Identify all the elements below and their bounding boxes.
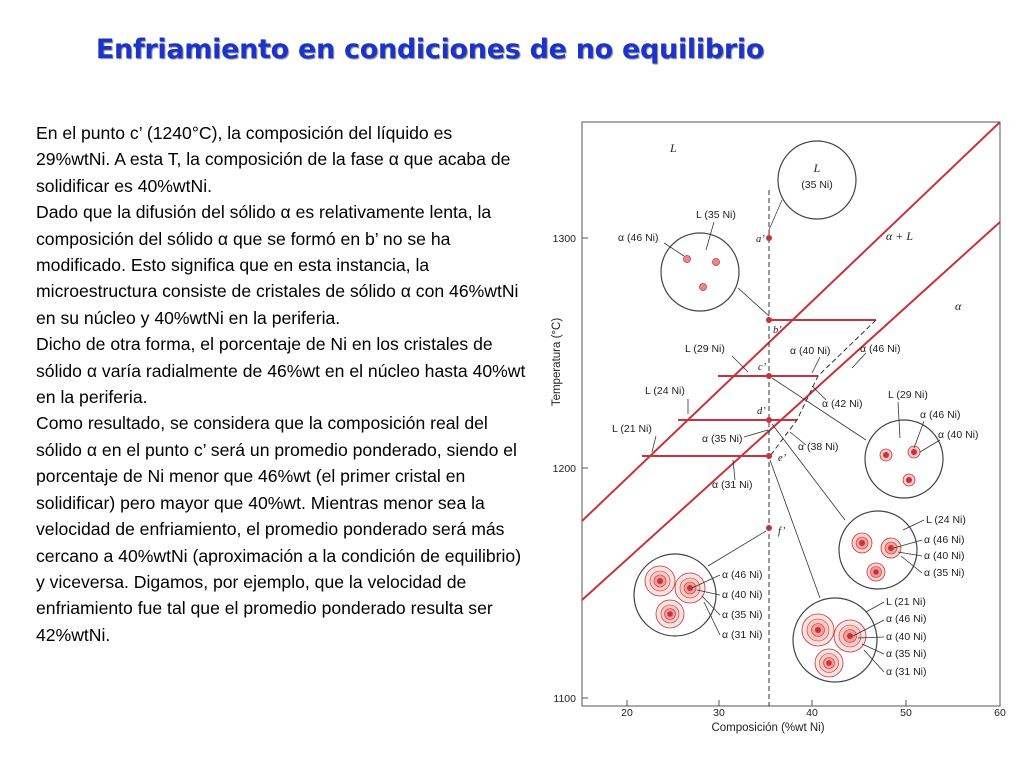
region-two-phase: α + L (886, 229, 914, 243)
label-L21-tie: L (21 Ni) (612, 423, 652, 435)
body-text (36, 120, 528, 648)
ytick-1300: 1300 (552, 233, 576, 245)
label-a31-e: α (31 Ni) (722, 629, 763, 641)
x-ticks (627, 700, 906, 706)
label-a46-c: α (46 Ni) (920, 409, 961, 421)
phase-diagram (540, 110, 1020, 740)
label-L24-tie: L (24 Ni) (645, 385, 685, 397)
label-a46-d: α (46 Ni) (924, 534, 965, 546)
label-L29-c: L (29 Ni) (888, 389, 928, 401)
label-a35-d: α (35 Ni) (924, 567, 965, 579)
label-a40-d: α (40 Ni) (924, 550, 965, 562)
label-a38: α (38 Ni) (798, 441, 839, 453)
point-a: a’ (756, 234, 765, 245)
y-ticks (582, 238, 588, 698)
label-a42: α (42 Ni) (822, 398, 863, 410)
label-a40-tie: α (40 Ni) (790, 345, 831, 357)
xtick-50: 50 (900, 707, 912, 719)
ytick-1200: 1200 (552, 463, 576, 475)
label-a31-tie: α (31 Ni) (712, 479, 753, 491)
micro-c-circle (865, 420, 943, 498)
label-L21-f: L (21 Ni) (886, 596, 926, 608)
label-a46-tie: α (46 Ni) (860, 343, 901, 355)
label-L29-tie: L (29 Ni) (685, 343, 725, 355)
label-L24-d: L (24 Ni) (926, 514, 966, 526)
label-a35-tie: α (35 Ni) (702, 433, 743, 445)
label-a35-f: α (35 Ni) (886, 648, 927, 660)
micro-liquid-label: L (813, 161, 821, 175)
xtick-20: 20 (621, 707, 633, 719)
region-solid: α (955, 299, 962, 313)
micro-liquid-comp: (35 Ni) (801, 179, 833, 191)
point-c: c’ (758, 362, 767, 373)
point-f: f’ (778, 526, 786, 537)
region-liquid: L (670, 141, 677, 155)
nonequilibrium-solidus (770, 320, 876, 456)
label-a46-b: α (46 Ni) (618, 232, 659, 244)
y-axis-label: Temperatura (°C) (551, 317, 563, 407)
micro-b-circle (661, 233, 739, 311)
label-a31-f: α (31 Ni) (886, 666, 927, 678)
point-d: d’ (757, 406, 766, 417)
paragraph-2: Dado que la difusión del sólido α es relativamente lenta, la composición del sólido α que se formó en b’ no se ha modificado. Esto significa que en esta instancia, la microestructura consiste de cristales de sólido α con 46%wtNi en su núcleo y 40%wtNi en la periferia. (36, 202, 519, 328)
xtick-40: 40 (806, 707, 818, 719)
xtick-30: 30 (713, 707, 725, 719)
paragraph-1: En el punto c’ (1240°C), la composición del líquido es 29%wtNi. A esta T, la composición de la fase α que acaba de solidificar es 40%wtNi. (36, 123, 511, 196)
ytick-1100: 1100 (553, 693, 576, 705)
x-axis-label: Composición (%wt Ni) (711, 722, 825, 734)
label-L35-b: L (35 Ni) (696, 209, 736, 221)
paragraph-3: Dicho de otra forma, el porcentaje de Ni en los cristales de sólido α varía radialmente de 46%wt en el núcleo hasta 40%wt en la periferia. (36, 334, 526, 408)
label-a40-e: α (40 Ni) (722, 589, 763, 601)
label-a35-e: α (35 Ni) (722, 609, 763, 621)
label-a40-f: α (40 Ni) (886, 631, 927, 643)
point-b: b’ (773, 325, 782, 336)
label-a46-e: α (46 Ni) (722, 569, 763, 581)
paragraph-4: Como resultado, se considera que la composición real del sólido α en el punto c’ será un promedio ponderado, siendo el porcentaje de Ni menor que 46%wt (el primer cristal en solidificar) pero mayor que 40%wt. Mientras menor sea la velocidad de enfriamiento, el promedio ponderado será más cercano a 40%wtNi (aproximación a la condición de equilibrio) y viceversa. Digamos, por ejemplo, que la velocidad de enfriamiento fue tal que el promedio ponderado resulta ser 42%wtNi. (36, 413, 522, 645)
slide-title: Enfriamiento en condiciones de no equilibrio (95, 34, 765, 65)
point-e: e’ (778, 453, 787, 464)
label-a40-c: α (40 Ni) (938, 429, 979, 441)
label-a46-f: α (46 Ni) (886, 613, 927, 625)
xtick-60: 60 (994, 707, 1006, 719)
